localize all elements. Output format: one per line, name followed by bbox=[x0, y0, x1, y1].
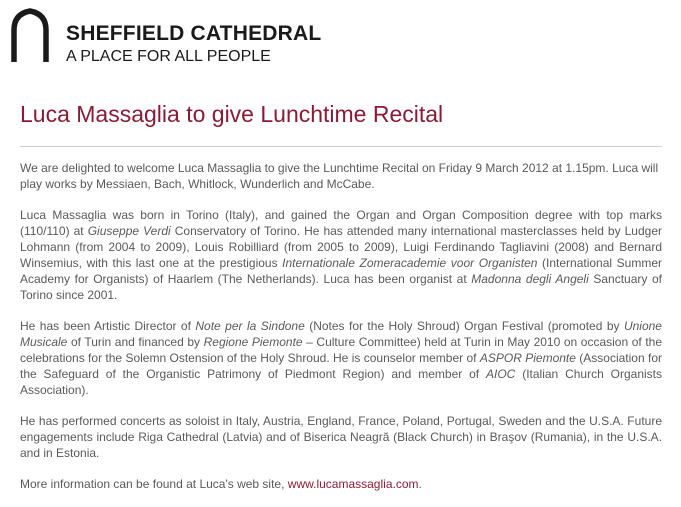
italic-segment: Unione Musicale bbox=[20, 319, 662, 349]
text-segment: More information can be found at Luca's web site, bbox=[20, 477, 288, 491]
text-segment: (Association for the Safeguard of the Organistic Patrimony of Piedmont Region) and member of bbox=[20, 351, 662, 381]
italic-segment: ASPOR Piemonte bbox=[479, 351, 576, 365]
paragraph-more-info bbox=[20, 476, 662, 492]
italic-segment: Madonna degli Angeli bbox=[471, 272, 589, 286]
title-divider bbox=[20, 146, 662, 147]
paragraph-concerts: He has performed concerts as soloist in Italy, Austria, England, France, Poland, Portugal, Sweden and the U.S.A. Future engagements include Riga Cathedral (Latvia) and of Biserica Neagră (Black Church) in Braşov (Rumania), in the U.S.A. and in Estonia. bbox=[20, 414, 662, 460]
cathedral-arch-icon[interactable] bbox=[10, 8, 50, 64]
paragraph-intro: We are delighted to welcome Luca Massaglia to give the Lunchtime Recital on Friday 9 March 2012 at 1.15pm. Luca will play works by Messiaen, Bach, Whitlock, Wunderlich and McCabe. bbox=[20, 161, 659, 191]
page-title: Luca Massaglia to give Lunchtime Recital bbox=[20, 101, 444, 127]
text-segment: (Italian Church Organists Association). bbox=[20, 367, 662, 397]
text-segment: of Turin and financed by bbox=[67, 335, 204, 349]
article-body bbox=[20, 160, 662, 507]
text-segment: (Notes for the Holy Shroud) Organ Festival (promoted by bbox=[304, 319, 624, 333]
paragraph-directorship bbox=[20, 318, 662, 398]
text-segment: He has been Artistic Director of bbox=[20, 319, 196, 333]
text-segment: Luca Massaglia was born in Torino (Italy), and gained the Organ and Organ Composition degree with top marks (110/110) at bbox=[20, 208, 662, 238]
org-tagline: A PLACE FOR ALL PEOPLE bbox=[66, 48, 271, 65]
paragraph-biography bbox=[20, 207, 662, 303]
text-segment: Conservatory of Torino. He has attended many international masterclasses held by Ludger Lohmann (from 2004 to 2009), Louis Robilliard (from 2005 to 2009), Luigi Ferdinando Tagliavini (2008) and Bernard Winsemius, with this last one at the prestigious bbox=[20, 224, 663, 270]
italic-segment: Internationale Zomeracademie voor Organisten bbox=[282, 256, 538, 270]
text-segment: (International Summer Academy for Organists) of Haarlem (The Netherlands). Luca has been organist at bbox=[20, 256, 662, 286]
italic-segment: Regione Piemonte bbox=[203, 335, 303, 349]
text-segment: – Culture Committee) held at Turin in May 2010 on occasion of the celebrations for the Solemn Ostension of the Holy Shroud. He is counselor member of bbox=[20, 335, 662, 365]
text-segment: Sanctuary of Torino since 2001. bbox=[20, 272, 662, 302]
italic-segment: Note per la Sindone bbox=[195, 319, 305, 333]
site-header bbox=[10, 8, 430, 68]
text-segment: . bbox=[418, 477, 422, 491]
italic-segment: Giuseppe Verdi bbox=[87, 224, 171, 238]
italic-segment: AIOC bbox=[485, 367, 516, 381]
org-name[interactable]: SHEFFIELD CATHEDRAL bbox=[66, 22, 322, 45]
website-link[interactable]: www.lucamassaglia.com bbox=[287, 477, 419, 491]
